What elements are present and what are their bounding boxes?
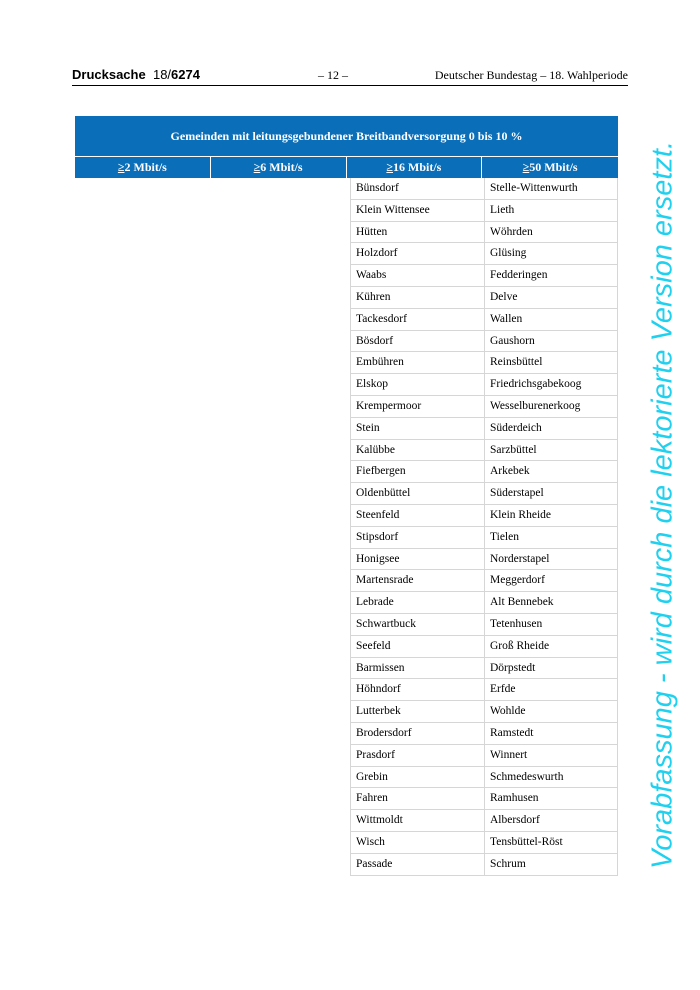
page-header [72, 67, 628, 86]
table-row [350, 396, 618, 418]
municipality-cell-50mbit: Wohlde [484, 701, 618, 722]
table-row [350, 440, 618, 462]
table-row [350, 243, 618, 265]
table-row [350, 832, 618, 854]
ge-symbol: ≥ [117, 160, 125, 174]
municipality-cell-16mbit: Krempermoor [350, 396, 484, 417]
municipality-cell-16mbit: Brodersdorf [350, 723, 484, 744]
municipality-cell-50mbit: Süderstapel [484, 483, 618, 504]
table-row [350, 200, 618, 222]
municipality-cell-50mbit: Schrum [484, 854, 618, 875]
ge-symbol: ≥ [522, 160, 530, 174]
table-row [350, 352, 618, 374]
municipality-cell-16mbit: Bünsdorf [350, 178, 484, 199]
table-row [350, 679, 618, 701]
table-row [350, 614, 618, 636]
municipality-cell-50mbit: Alt Bennebek [484, 592, 618, 613]
municipality-cell-50mbit: Groß Rheide [484, 636, 618, 657]
municipality-cell-16mbit: Kühren [350, 287, 484, 308]
table-row [350, 570, 618, 592]
table-row [350, 658, 618, 680]
municipality-cell-50mbit: Klein Rheide [484, 505, 618, 526]
municipality-cell-50mbit: Gaushorn [484, 331, 618, 352]
column-header-6mbit [211, 157, 347, 178]
column-header-label: 50 Mbit/s [529, 160, 578, 174]
table-row [350, 854, 618, 876]
municipality-cell-50mbit: Winnert [484, 745, 618, 766]
column-header-2mbit [75, 157, 211, 178]
column-header-50mbit [482, 157, 618, 178]
municipality-cell-16mbit: Stipsdorf [350, 527, 484, 548]
municipality-cell-16mbit: Passade [350, 854, 484, 875]
municipality-cell-16mbit: Seefeld [350, 636, 484, 657]
ge-symbol: ≥ [386, 160, 393, 174]
table-row [350, 701, 618, 723]
municipality-cell-50mbit: Wöhrden [484, 222, 618, 243]
draft-watermark: Vorabfassung - wird durch die lektorierte Version ersetzt. [646, 140, 679, 870]
table-row [350, 222, 618, 244]
municipality-cell-16mbit: Lebrade [350, 592, 484, 613]
municipality-cell-50mbit: Sarzbüttel [484, 440, 618, 461]
municipality-cell-16mbit: Wittmoldt [350, 810, 484, 831]
municipality-cell-16mbit: Martensrade [350, 570, 484, 591]
municipality-cell-16mbit: Steenfeld [350, 505, 484, 526]
municipality-cell-16mbit: Stein [350, 418, 484, 439]
municipality-cell-50mbit: Friedrichsgabekoog [484, 374, 618, 395]
broadband-table [75, 116, 618, 876]
municipality-cell-16mbit: Honigsee [350, 549, 484, 570]
table-row [350, 636, 618, 658]
municipality-cell-50mbit: Fedderingen [484, 265, 618, 286]
column-header-label: 6 Mbit/s [260, 160, 303, 174]
table-row [350, 265, 618, 287]
table-row [350, 483, 618, 505]
municipality-cell-50mbit: Erfde [484, 679, 618, 700]
document-number-prefix: 18/ [152, 67, 172, 82]
municipality-cell-16mbit: Prasdorf [350, 745, 484, 766]
drucksache-label: Drucksache [72, 67, 146, 82]
municipality-cell-50mbit: Schmedeswurth [484, 767, 618, 788]
municipality-cell-16mbit: Oldenbüttel [350, 483, 484, 504]
municipality-cell-50mbit: Tielen [484, 527, 618, 548]
municipality-cell-16mbit: Höhndorf [350, 679, 484, 700]
municipality-cell-16mbit: Klein Wittensee [350, 200, 484, 221]
table-row [350, 461, 618, 483]
municipality-cell-50mbit: Delve [484, 287, 618, 308]
municipality-cell-16mbit: Elskop [350, 374, 484, 395]
table-body [350, 178, 618, 876]
ge-symbol: ≥ [253, 160, 261, 174]
municipality-cell-50mbit: Lieth [484, 200, 618, 221]
institution-label: Deutscher Bundestag – 18. Wahlperiode [434, 68, 628, 82]
table-row [350, 374, 618, 396]
table-row [350, 767, 618, 789]
municipality-cell-50mbit: Tetenhusen [484, 614, 618, 635]
municipality-cell-50mbit: Stelle-Wittenwurth [484, 178, 618, 199]
table-row [350, 178, 618, 200]
municipality-cell-50mbit: Tensbüttel-Röst [484, 832, 618, 853]
municipality-cell-16mbit: Waabs [350, 265, 484, 286]
municipality-cell-16mbit: Kalübbe [350, 440, 484, 461]
table-row [350, 287, 618, 309]
municipality-cell-16mbit: Lutterbek [350, 701, 484, 722]
municipality-cell-16mbit: Holzdorf [350, 243, 484, 264]
municipality-cell-50mbit: Ramhusen [484, 788, 618, 809]
municipality-cell-16mbit: Grebin [350, 767, 484, 788]
table-row [350, 309, 618, 331]
municipality-cell-50mbit: Wesselburenerkoog [484, 396, 618, 417]
table-row [350, 592, 618, 614]
document-label [72, 67, 200, 82]
municipality-cell-16mbit: Schwartbuck [350, 614, 484, 635]
table-row [350, 418, 618, 440]
table-row [350, 745, 618, 767]
municipality-cell-16mbit: Barmissen [350, 658, 484, 679]
column-header-label: 2 Mbit/s [124, 160, 167, 174]
municipality-cell-50mbit: Arkebek [484, 461, 618, 482]
table-row [350, 527, 618, 549]
municipality-cell-50mbit: Reinsbüttel [484, 352, 618, 373]
column-header-label: 16 Mbit/s [393, 160, 442, 174]
municipality-cell-16mbit: Hütten [350, 222, 484, 243]
municipality-cell-50mbit: Wallen [484, 309, 618, 330]
municipality-cell-50mbit: Albersdorf [484, 810, 618, 831]
municipality-cell-50mbit: Süderdeich [484, 418, 618, 439]
table-row [350, 331, 618, 353]
page-number: – 12 – [318, 68, 348, 82]
document-number-value: 6274 [171, 67, 200, 82]
municipality-cell-16mbit: Embühren [350, 352, 484, 373]
table-row [350, 505, 618, 527]
municipality-cell-16mbit: Bösdorf [350, 331, 484, 352]
municipality-cell-16mbit: Fahren [350, 788, 484, 809]
municipality-cell-50mbit: Norderstapel [484, 549, 618, 570]
municipality-cell-50mbit: Meggerdorf [484, 570, 618, 591]
column-headers [75, 156, 618, 178]
municipality-cell-50mbit: Ramstedt [484, 723, 618, 744]
municipality-cell-16mbit: Fiefbergen [350, 461, 484, 482]
table-row [350, 549, 618, 571]
municipality-cell-16mbit: Tackesdorf [350, 309, 484, 330]
table-row [350, 788, 618, 810]
column-header-16mbit [347, 157, 483, 178]
municipality-cell-16mbit: Wisch [350, 832, 484, 853]
municipality-cell-50mbit: Dörpstedt [484, 658, 618, 679]
table-row [350, 810, 618, 832]
table-row [350, 723, 618, 745]
document-number [149, 67, 200, 82]
table-title: Gemeinden mit leitungsgebundener Breitbandversorgung 0 bis 10 % [75, 116, 618, 156]
municipality-cell-50mbit: Glüsing [484, 243, 618, 264]
